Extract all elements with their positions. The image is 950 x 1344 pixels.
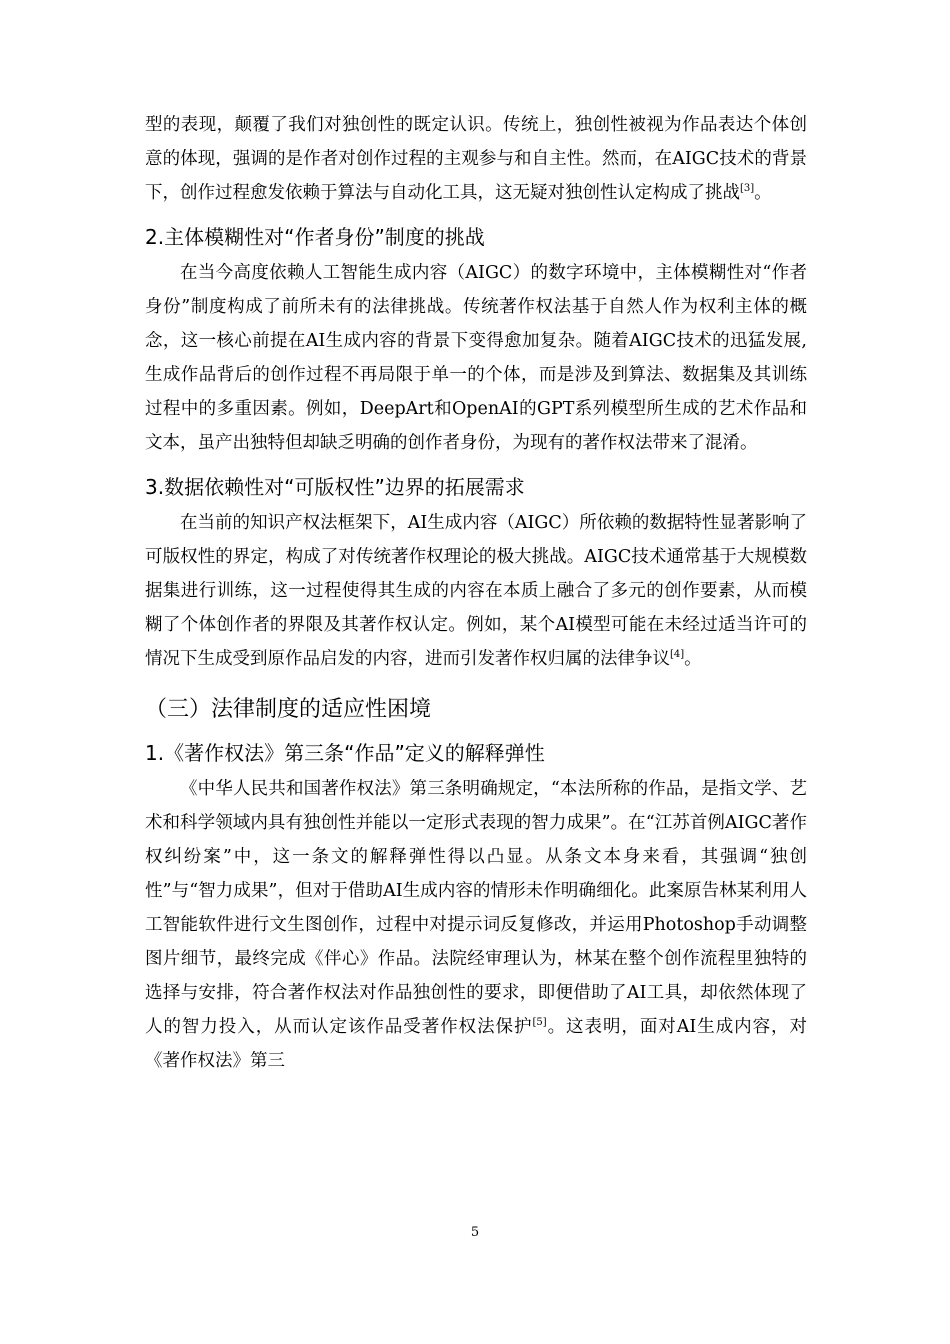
citation-marker: [3] xyxy=(740,183,755,195)
section-heading: 3.数据依赖性对“可版权性”边界的拓展需求 xyxy=(145,475,525,499)
paragraph-text: 《中华人民共和国著作权法》第三条明确规定，“本法所称的作品，是指文学、艺术和科学领域内具有独创性并能以一定形式表现的智力成果”。在“江苏首例AIGC著作权纠纷案”中，这一条文的解释弹性得以凸显。从条文本身来看，其强调“独创性”与“智力成果”，但对于借助AI生成内容的情形未作明确细化。此案原告林某利用人工智能软件进行文生图创作，过程中对提示词反复修改，并运用Photoshop手动调整图片细节，最终完成《伴心》作品。法院经审理认为，林某在整个创作流程里独特的选择与安排，符合著作权法对作品独创性的要求，即便借助了AI工具，却依然体现了人的智力投入，从而认定该作品受著作权法保护 xyxy=(145,779,807,1037)
paragraph xyxy=(145,772,807,1078)
page-number: 5 xyxy=(470,1225,480,1240)
document-body xyxy=(145,108,807,1078)
citation-marker: [5] xyxy=(532,1017,547,1029)
paragraph xyxy=(145,506,807,676)
paragraph xyxy=(145,256,807,460)
paragraph-tail: 。 xyxy=(754,183,772,203)
chapter-heading: （三）法律制度的适应性困境 xyxy=(145,697,432,722)
paragraph-text: 在当今高度依赖人工智能生成内容（AIGC）的数字环境中，主体模糊性对“作者身份”制度构成了前所未有的法律挑战。传统著作权法基于自然人作为权利主体的概念，这一核心前提在AI生成内容的背景下变得愈加复杂。随着AIGC技术的迅猛发展,生成作品背后的创作过程不再局限于单一的个体，而是涉及到算法、数据集及其训练过程中的多重因素。例如，DeepArt和OpenAI的GPT系列模型所生成的艺术作品和文本，虽产出独特但却缺乏明确的创作者身份，为现有的著作权法带来了混淆。 xyxy=(145,263,807,453)
paragraph-continuation xyxy=(145,108,807,210)
paragraph-tail: 。 xyxy=(684,649,702,669)
section-heading: 2.主体模糊性对“作者身份”制度的挑战 xyxy=(145,225,485,249)
section-heading: 1.《著作权法》第三条“作品”定义的解释弹性 xyxy=(145,741,545,765)
paragraph-tail: 。这表明，面对AI生成内容，对《著作权法》第三 xyxy=(145,1017,807,1071)
paragraph-text: 型的表现，颠覆了我们对独创性的既定认识。传统上，独创性被视为作品表达个体创意的体现，强调的是作者对创作过程的主观参与和自主性。然而，在AIGC技术的背景下，创作过程愈发依赖于算法与自动化工具，这无疑对独创性认定构成了挑战 xyxy=(145,115,807,203)
paragraph-text: 在当前的知识产权法框架下，AI生成内容（AIGC）所依赖的数据特性显著影响了可版权性的界定，构成了对传统著作权理论的极大挑战。AIGC技术通常基于大规模数据集进行训练，这一过程使得其生成的内容在本质上融合了多元的创作要素，从而模糊了个体创作者的界限及其著作权认定。例如，某个AI模型可能在未经过适当许可的情况下生成受到原作品启发的内容，进而引发著作权归属的法律争议 xyxy=(145,513,807,669)
citation-marker: [4] xyxy=(670,649,685,661)
